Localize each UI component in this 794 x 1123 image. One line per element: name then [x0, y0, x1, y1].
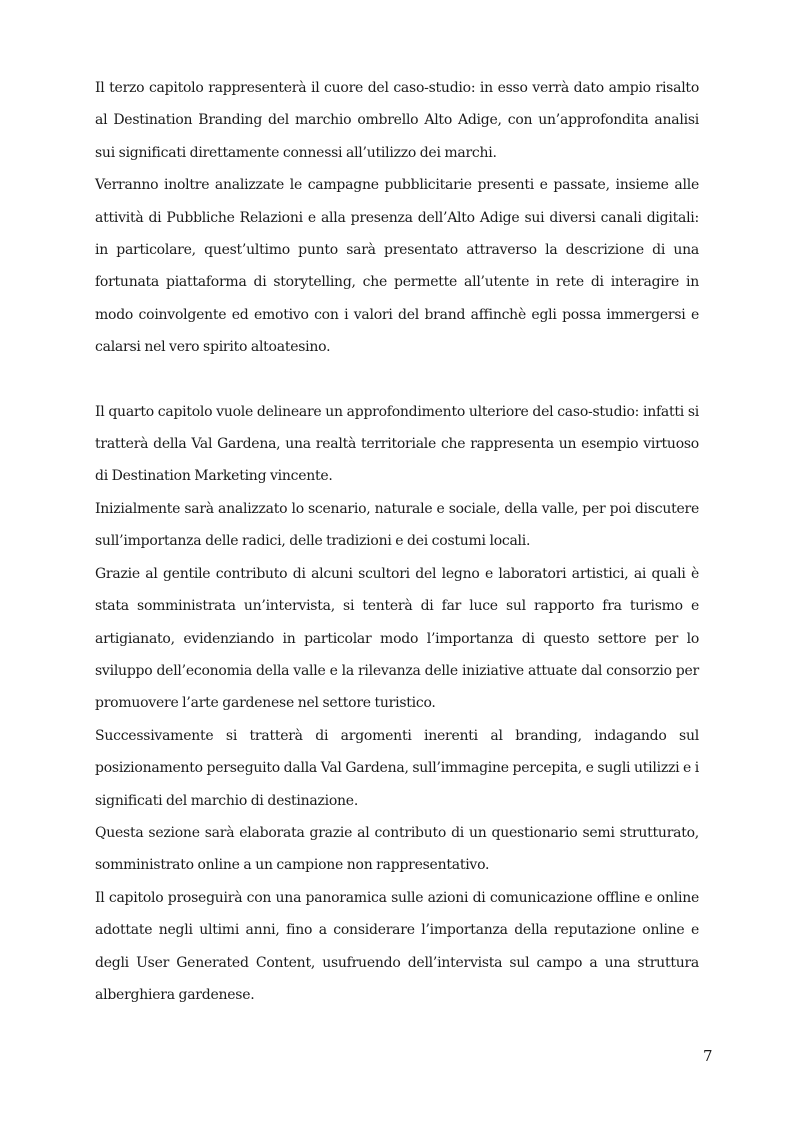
paragraph-chapter-four-scenario: Inizialmente sarà analizzato lo scenario, naturale e sociale, della valle, per poi discutere sull’importanza delle radici, delle tradizioni e dei costumi locali. [95, 500, 699, 550]
page-body [95, 72, 699, 1011]
paragraph-chapter-four-communication: Il capitolo proseguirà con una panoramica sulle azioni di comunicazione offline e online adottate negli ultimi anni, fino a considerare l’importanza della reputazione online e degli User Generated Content, usufruendo dell’intervista sul campo a una struttura alberghiera gardenese. [95, 889, 699, 1003]
section-gap [95, 364, 699, 396]
page-number: 7 [703, 1047, 713, 1065]
paragraph-chapter-three-intro: Il terzo capitolo rappresenterà il cuore del caso-studio: in esso verrà dato ampio risalto al Destination Branding del marchio ombrello Alto Adige, con un’approfondita analisi sui significati direttamente connessi all’utilizzo dei marchi. [95, 80, 699, 161]
paragraph-chapter-four-craftsmanship: Grazie al gentile contributo di alcuni scultori del legno e laboratori artistici, ai quali è stata somministrata un’intervista, si tenterà di far luce sul rapporto fra turismo e artigianato, evidenziando in particolar modo l’importanza di questo settore per lo sviluppo dell’economia della valle e la rilevanza delle iniziative attuate dal consorzio per promuovere l’arte gardenese nel settore turistico. [95, 565, 699, 712]
paragraph-chapter-four-questionnaire: Questa sezione sarà elaborata grazie al contributo di un questionario semi strutturato, somministrato online a un campione non rappresentativo. [95, 824, 699, 874]
paragraph-chapter-four-branding: Successivamente si tratterà di argomenti inerenti al branding, indagando sul posizionamento perseguito dalla Val Gardena, sull’immagine percepita, e sugli utilizzi e i significati del marchio di destinazione. [95, 727, 699, 809]
paragraph-chapter-three-campaigns: Verranno inoltre analizzate le campagne pubblicitarie presenti e passate, insieme alle attività di Pubbliche Relazioni e alla presenza dell’Alto Adige sui diversi canali digitali: in particolare, quest’ultimo punto sarà presentato attraverso la descrizione di una fortunata piattaforma di storytelling, che permette all’utente in rete di interagire in modo coinvolgente ed emotivo con i valori del brand affinchè egli possa immergersi e calarsi nel vero spirito altoatesino. [95, 177, 699, 356]
paragraph-chapter-four-intro: Il quarto capitolo vuole delineare un approfondimento ulteriore del caso-studio: infatti si tratterà della Val Gardena, una realtà territoriale che rappresenta un esempio virtuoso di Destination Marketing vincente. [95, 403, 699, 485]
